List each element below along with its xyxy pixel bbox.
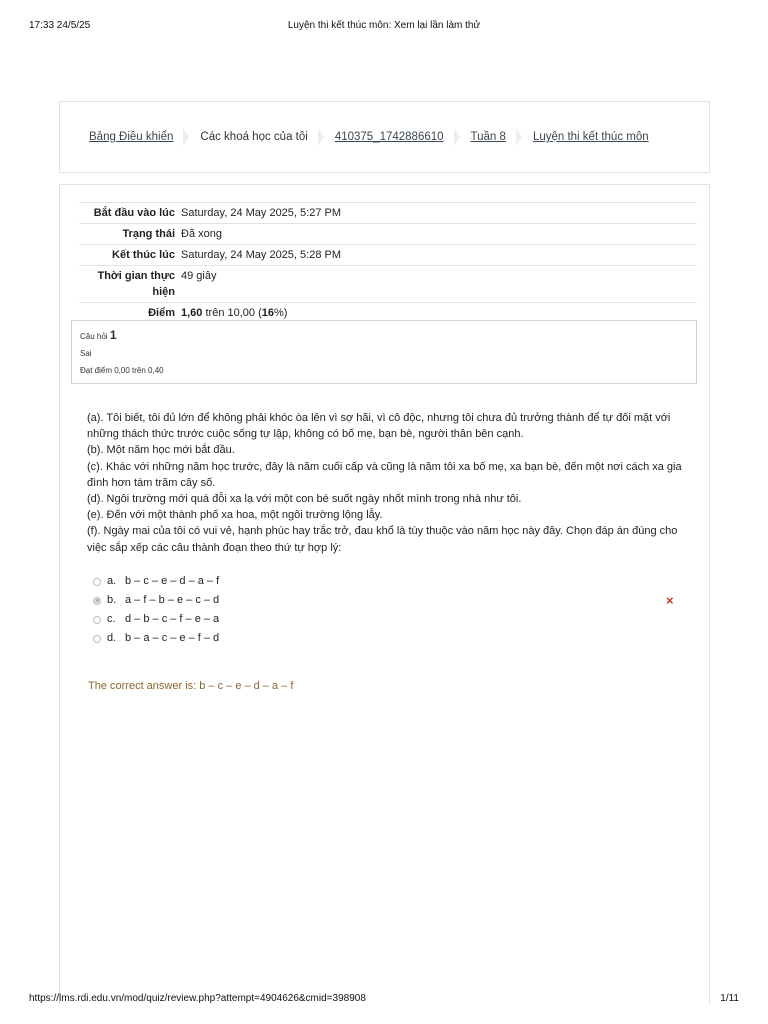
grade-end: %) [274, 307, 288, 319]
print-title: Luyện thi kết thúc môn: Xem lại lần làm thử [287, 20, 481, 31]
answer-option-a[interactable] [93, 572, 713, 591]
completed-value: Saturday, 24 May 2025, 5:28 PM [181, 249, 341, 261]
summary-row-duration [79, 266, 697, 303]
started-label: Bắt đầu vào lúc [93, 207, 175, 219]
summary-row-state [79, 224, 697, 245]
grade-mid: trên 10,00 ( [202, 307, 262, 319]
question-number [80, 327, 688, 345]
breadcrumb-week-link[interactable]: Tuần 8 [470, 131, 506, 143]
radio-button[interactable] [93, 635, 101, 643]
question-number-value: 1 [109, 328, 117, 342]
correct-answer-feedback: The correct answer is: b – c – e – d – a – f [88, 680, 294, 692]
quiz-review-content [59, 184, 710, 1004]
duration-value: 49 giây [181, 270, 217, 282]
question-sentence-c: (c). Khác với những năm học trước, đây là năm cuối cấp và cũng là năm tôi xa bố mẹ, xa bạn bè, đến một nơi cách xa gia đình hơn tám trăm cây số. [87, 460, 682, 489]
radio-button[interactable] [93, 578, 101, 586]
question-sentence-e: (e). Đến với một thành phố xa hoa, một ngôi trường lộng lẫy. [87, 509, 383, 522]
grade-percent: 16 [261, 307, 274, 319]
breadcrumb-separator [318, 128, 324, 146]
completed-label: Kết thúc lúc [112, 249, 175, 261]
summary-row-completed [79, 245, 697, 266]
answer-letter: d. [107, 632, 117, 644]
question-text [87, 410, 697, 556]
state-label: Trạng thái [122, 228, 175, 240]
answer-option-c[interactable] [93, 610, 713, 629]
answer-text: b – c – e – d – a – f [125, 575, 220, 587]
grade-score: 1,60 [181, 307, 203, 319]
summary-row-started [79, 203, 697, 224]
state-value: Đã xong [181, 228, 222, 240]
print-url: https://lms.rdi.edu.vn/mod/quiz/review.php?attempt=4904626&cmid=398908 [29, 993, 366, 1004]
breadcrumb-course-link[interactable]: 410375_1742886610 [334, 131, 444, 143]
grade-label: Điểm [148, 307, 175, 319]
answer-text: d – b – c – f – e – a [125, 613, 220, 625]
breadcrumb-separator [183, 128, 189, 146]
duration-label: Thời gian thực hiện [97, 270, 175, 298]
breadcrumb-separator [516, 128, 522, 146]
answer-options [93, 572, 713, 648]
radio-button[interactable] [93, 616, 101, 624]
answer-letter: b. [107, 594, 117, 606]
question-sentence-d: (d). Ngôi trường mới quá đỗi xa lạ với một con bé suốt ngày nhốt mình trong nhà như tôi. [87, 493, 522, 506]
print-datetime: 17:33 24/5/25 [29, 20, 91, 31]
question-sentence-a: (a). Tôi biết, tôi đủ lớn để không phải khóc òa lên vì sợ hãi, vì cô độc, nhưng tôi chưa đủ trưởng thành để tự đối mặt với những thách thức trước cuộc sống tự lập, không có bố mẹ, bạn bè, người thân bên cạnh. [87, 412, 671, 441]
attempt-summary-table [79, 202, 697, 323]
answer-letter: a. [107, 575, 117, 587]
print-page-number: 1/11 [720, 993, 739, 1004]
answer-text: a – f – b – e – c – d [125, 594, 220, 606]
answer-option-d[interactable] [93, 629, 713, 648]
question-status: Sai [80, 349, 92, 358]
question-info-box [71, 320, 697, 384]
question-sentence-f: (f). Ngày mai của tôi có vui vẻ, hạnh phúc hay trắc trở, đau khổ là tùy thuộc vào năm học này đây. Chọn đáp án đúng cho việc sắp xếp các câu thành đoạn theo thứ tự hợp lý: [87, 525, 678, 554]
answer-letter: c. [107, 613, 116, 625]
started-value: Saturday, 24 May 2025, 5:27 PM [181, 207, 341, 219]
answer-option-b[interactable] [93, 591, 713, 610]
breadcrumb-dashboard-link[interactable]: Bảng Điều khiển [89, 131, 174, 143]
breadcrumb-my-courses: Các khoá học của tôi [200, 131, 308, 143]
radio-button-selected[interactable] [93, 597, 101, 605]
breadcrumb-quiz-link[interactable]: Luyện thi kết thúc môn [532, 131, 649, 143]
question-mark: Đạt điểm 0,00 trên 0,40 [80, 366, 164, 375]
question-sentence-b: (b). Một năm học mới bắt đầu. [87, 444, 235, 457]
breadcrumb [59, 101, 710, 173]
incorrect-icon: × [666, 593, 674, 608]
breadcrumb-separator [454, 128, 460, 146]
question-label: Câu hỏi [80, 332, 108, 341]
answer-text: b – a – c – e – f – d [125, 632, 220, 644]
